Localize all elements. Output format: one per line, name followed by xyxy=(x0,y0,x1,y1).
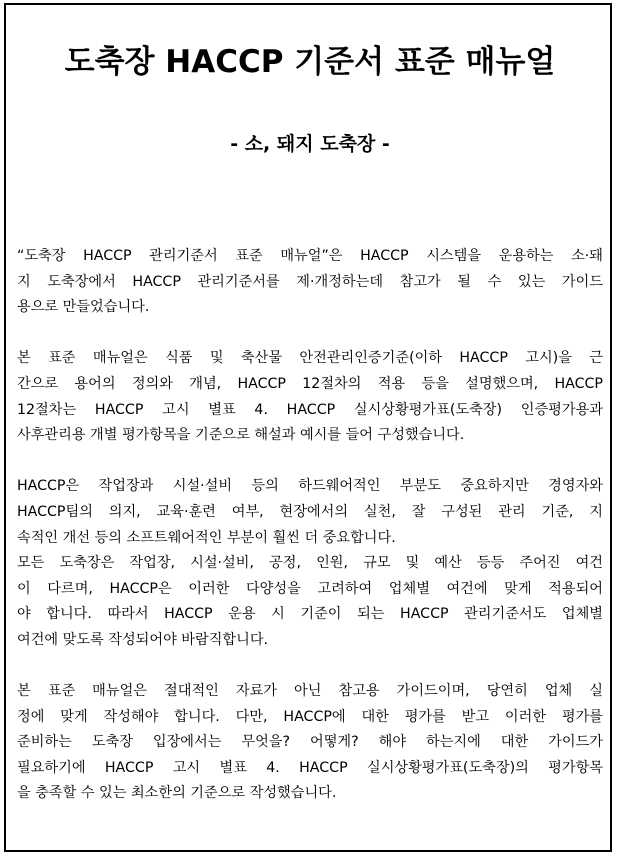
text-line: 본 표준 매뉴얼은 식품 및 축산물 안전관리인증기준(이하 HACCP 고시)을 근 xyxy=(17,350,603,367)
text-line: 여건에 맞도록 작성되어야 바람직합니다. xyxy=(17,631,269,648)
paragraph-importance xyxy=(17,474,603,653)
text-line: 속적인 개선 등의 소프트웨어적인 부분이 훨씬 더 중요합니다. xyxy=(17,529,396,546)
document-title: 도축장 HACCP 기준서 표준 매뉴얼 xyxy=(64,44,556,80)
text-line: 필요하기에 HACCP 고시 별표 4. HACCP 실시상황평가표(도축장)의 평가항목 xyxy=(17,759,603,776)
text-line: 야 합니다. 따라서 HACCP 운용 시 기준이 되는 HACCP 관리기준서도 업체별 xyxy=(17,606,603,623)
text-line: 본 표준 매뉴얼은 절대적인 자료가 아닌 참고용 가이드이며, 당연히 업체 실 xyxy=(17,683,603,700)
paragraph-basis xyxy=(17,346,603,448)
text-line: 정에 맞게 작성해야 합니다. 다만, HACCP에 대한 평가를 받고 이러한 평가를 xyxy=(17,708,603,725)
paragraph-reference xyxy=(17,679,603,807)
text-line: 12절차는 HACCP 고시 별표 4. HACCP 실시상황평가표(도축장) 인증평가용과 xyxy=(17,401,603,418)
text-line: 모든 도축장은 작업장, 시설·설비, 공정, 인원, 규모 및 예산 등등 주어진 여건 xyxy=(17,555,603,572)
text-line: 을 충족할 수 있는 최소한의 기준으로 작성했습니다. xyxy=(17,785,337,802)
document-body xyxy=(17,244,603,833)
text-line: 사후관리용 개별 평가항목을 기준으로 해설과 예시를 들어 구성했습니다. xyxy=(17,427,465,444)
document-subtitle: - 소, 돼지 도축장 - xyxy=(230,133,390,155)
text-line: 간으로 용어의 정의와 개념, HACCP 12절차의 적용 등을 설명했으며, HACCP xyxy=(17,375,603,392)
text-line: HACCP팀의 의지, 교육·훈련 여부, 현장에서의 실천, 잘 구성된 관리 기준, 지 xyxy=(17,503,603,520)
text-line: 용으로 만들었습니다. xyxy=(17,299,150,316)
text-line: “도축장 HACCP 관리기준서 표준 매뉴얼”은 HACCP 시스템을 운용하는 소·돼 xyxy=(17,248,603,264)
paragraph-intro xyxy=(17,244,603,321)
text-line: 지 도축장에서 HACCP 관리기준서를 제·개정하는데 참고가 될 수 있는 가이드 xyxy=(17,273,603,290)
text-line: HACCP은 작업장과 시설·설비 등의 하드웨어적인 부분도 중요하지만 경영자와 xyxy=(17,478,603,495)
text-line: 준비하는 도축장 입장에서는 무엇을? 어떻게? 해야 하는지에 대한 가이드가 xyxy=(17,734,603,751)
text-line: 이 다르며, HACCP은 이러한 다양성을 고려하여 업체별 여건에 맞게 적용되어 xyxy=(17,580,603,597)
